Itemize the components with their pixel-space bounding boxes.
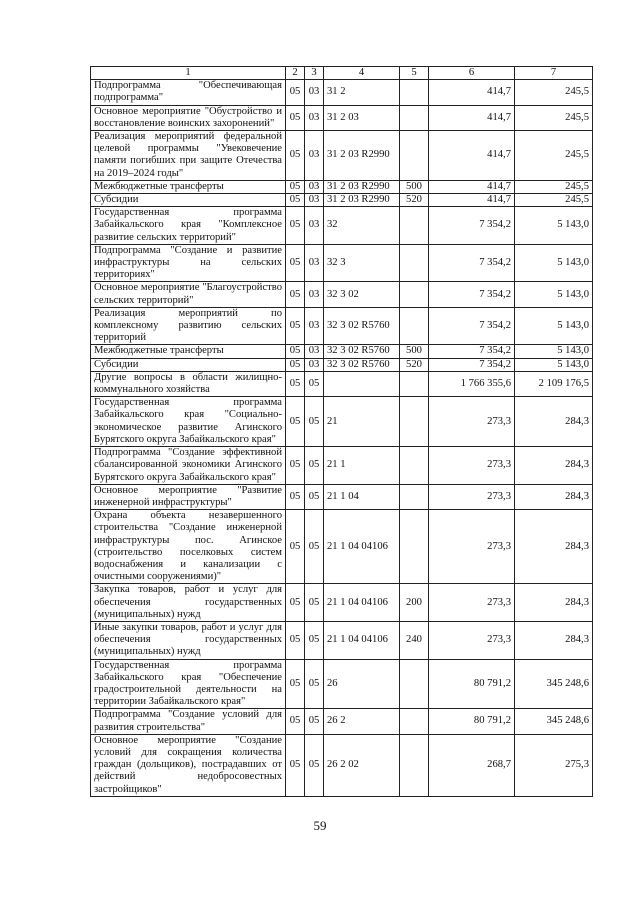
- row-section-cell: 05: [286, 80, 305, 105]
- row-subsection-cell: 03: [305, 105, 324, 130]
- row-target-article-cell: 31 2 03 R2990: [324, 131, 400, 181]
- row-expense-type-cell: [400, 80, 429, 105]
- row-name-cell: Межбюджетные трансферты: [91, 345, 286, 358]
- row-name-cell: Основное мероприятие "Обустройство и восстановление воинских захоронений": [91, 105, 286, 130]
- row-name-cell: Другие вопросы в области жилищно-коммунального хозяйства: [91, 371, 286, 396]
- row-value-year2-cell: 284,3: [515, 584, 593, 622]
- row-value-year2-cell: 5 143,0: [515, 358, 593, 371]
- row-expense-type-cell: [400, 105, 429, 130]
- table-row: [91, 282, 593, 307]
- row-name-cell: Субсидии: [91, 358, 286, 371]
- row-name-cell: Реализация мероприятий по комплексному развитию сельских территорий: [91, 307, 286, 345]
- row-subsection-cell: 05: [305, 510, 324, 584]
- row-name-cell: Реализация мероприятий федеральной целевой программы "Увековечение памяти погибших при защите Отечества на 2019–2024 годы": [91, 131, 286, 181]
- row-subsection-cell: 05: [305, 484, 324, 509]
- row-section-cell: 05: [286, 584, 305, 622]
- row-target-article-cell: 32 3 02 R5760: [324, 345, 400, 358]
- row-expense-type-cell: [400, 734, 429, 796]
- row-target-article-cell: 21 1 04 04106: [324, 621, 400, 659]
- table-row: [91, 207, 593, 245]
- row-value-year1-cell: 273,3: [429, 484, 515, 509]
- row-value-year1-cell: 414,7: [429, 80, 515, 105]
- row-target-article-cell: 32 3 02: [324, 282, 400, 307]
- row-value-year1-cell: 414,7: [429, 180, 515, 193]
- row-subsection-cell: 05: [305, 371, 324, 396]
- row-subsection-cell: 03: [305, 194, 324, 207]
- row-expense-type-cell: [400, 371, 429, 396]
- row-name-cell: Основное мероприятие "Создание условий для сокращения количества граждан (дольщиков), пострадавших от действий недобросовестных застройщиков": [91, 734, 286, 796]
- row-name-cell: Иные закупки товаров, работ и услуг для обеспечения государственных (муниципальных) нужд: [91, 621, 286, 659]
- row-name-cell: Государственная программа Забайкальского края "Социально-экономическое развитие Агинского Бурятского округа Забайкальского края": [91, 397, 286, 447]
- row-section-cell: 05: [286, 180, 305, 193]
- row-value-year1-cell: 273,3: [429, 447, 515, 485]
- row-section-cell: 05: [286, 734, 305, 796]
- row-expense-type-cell: [400, 131, 429, 181]
- row-value-year1-cell: 7 354,2: [429, 244, 515, 282]
- table-row: [91, 80, 593, 105]
- row-section-cell: 05: [286, 510, 305, 584]
- row-subsection-cell: 03: [305, 131, 324, 181]
- row-value-year2-cell: 345 248,6: [515, 709, 593, 734]
- row-value-year2-cell: 5 143,0: [515, 244, 593, 282]
- row-value-year1-cell: 268,7: [429, 734, 515, 796]
- row-target-article-cell: 21 1: [324, 447, 400, 485]
- col-header-5: 5: [400, 67, 429, 80]
- row-subsection-cell: 05: [305, 584, 324, 622]
- row-section-cell: 05: [286, 307, 305, 345]
- row-section-cell: 05: [286, 282, 305, 307]
- row-value-year1-cell: 7 354,2: [429, 207, 515, 245]
- row-value-year1-cell: 7 354,2: [429, 358, 515, 371]
- row-value-year1-cell: 1 766 355,6: [429, 371, 515, 396]
- row-value-year1-cell: 80 791,2: [429, 709, 515, 734]
- table-row: [91, 584, 593, 622]
- row-target-article-cell: [324, 371, 400, 396]
- row-value-year1-cell: 414,7: [429, 131, 515, 181]
- table-row: [91, 709, 593, 734]
- row-value-year1-cell: 7 354,2: [429, 345, 515, 358]
- row-name-cell: Подпрограмма "Создание эффективной сбалансированной экономики Агинского Бурятского округа Забайкальского края": [91, 447, 286, 485]
- table-row: [91, 105, 593, 130]
- row-section-cell: 05: [286, 105, 305, 130]
- row-value-year2-cell: 284,3: [515, 397, 593, 447]
- row-name-cell: Межбюджетные трансферты: [91, 180, 286, 193]
- row-target-article-cell: 32 3 02 R5760: [324, 307, 400, 345]
- row-subsection-cell: 03: [305, 345, 324, 358]
- row-value-year2-cell: 5 143,0: [515, 345, 593, 358]
- row-value-year2-cell: 284,3: [515, 484, 593, 509]
- row-target-article-cell: 21: [324, 397, 400, 447]
- row-target-article-cell: 32 3: [324, 244, 400, 282]
- row-value-year1-cell: 414,7: [429, 105, 515, 130]
- col-header-1: 1: [91, 67, 286, 80]
- row-subsection-cell: 03: [305, 80, 324, 105]
- row-subsection-cell: 03: [305, 307, 324, 345]
- col-header-3: 3: [305, 67, 324, 80]
- row-target-article-cell: 31 2 03 R2990: [324, 180, 400, 193]
- row-expense-type-cell: 200: [400, 584, 429, 622]
- row-value-year1-cell: 414,7: [429, 194, 515, 207]
- row-value-year2-cell: 5 143,0: [515, 307, 593, 345]
- col-header-4: 4: [324, 67, 400, 80]
- table-row: [91, 180, 593, 193]
- row-name-cell: Государственная программа Забайкальского края "Обеспечение градостроительной деятельности на территории Забайкальского края": [91, 659, 286, 709]
- row-name-cell: Подпрограмма "Создание и развитие инфраструктуры на сельских территориях": [91, 244, 286, 282]
- row-section-cell: 05: [286, 447, 305, 485]
- table-row: [91, 194, 593, 207]
- row-expense-type-cell: [400, 282, 429, 307]
- table-row: [91, 510, 593, 584]
- row-value-year2-cell: 5 143,0: [515, 207, 593, 245]
- row-subsection-cell: 03: [305, 180, 324, 193]
- row-target-article-cell: 26 2 02: [324, 734, 400, 796]
- budget-table: [90, 66, 593, 797]
- row-value-year2-cell: 345 248,6: [515, 659, 593, 709]
- row-subsection-cell: 05: [305, 659, 324, 709]
- row-subsection-cell: 05: [305, 397, 324, 447]
- table-row: [91, 621, 593, 659]
- row-expense-type-cell: 500: [400, 345, 429, 358]
- row-expense-type-cell: [400, 244, 429, 282]
- row-target-article-cell: 26 2: [324, 709, 400, 734]
- row-expense-type-cell: 240: [400, 621, 429, 659]
- row-section-cell: 05: [286, 345, 305, 358]
- row-section-cell: 05: [286, 709, 305, 734]
- row-section-cell: 05: [286, 358, 305, 371]
- row-subsection-cell: 03: [305, 282, 324, 307]
- row-value-year2-cell: 284,3: [515, 447, 593, 485]
- row-target-article-cell: 21 1 04 04106: [324, 510, 400, 584]
- row-value-year2-cell: 284,3: [515, 621, 593, 659]
- row-value-year1-cell: 273,3: [429, 397, 515, 447]
- row-name-cell: Государственная программа Забайкальского края "Комплексное развитие сельских территорий": [91, 207, 286, 245]
- row-expense-type-cell: [400, 484, 429, 509]
- table-row: [91, 447, 593, 485]
- row-section-cell: 05: [286, 484, 305, 509]
- row-value-year1-cell: 273,3: [429, 510, 515, 584]
- table-row: [91, 345, 593, 358]
- table-row: [91, 131, 593, 181]
- row-subsection-cell: 03: [305, 358, 324, 371]
- row-expense-type-cell: 500: [400, 180, 429, 193]
- row-target-article-cell: 21 1 04: [324, 484, 400, 509]
- row-value-year2-cell: 245,5: [515, 131, 593, 181]
- table-row: [91, 397, 593, 447]
- row-expense-type-cell: 520: [400, 358, 429, 371]
- table-row: [91, 307, 593, 345]
- col-header-6: 6: [429, 67, 515, 80]
- row-name-cell: Охрана объекта незавершенного строительства "Создание инженерной инфраструктуры пос. Агинское (строительство поселковых систем водоснабжения и канализации с очистными сооружениями)": [91, 510, 286, 584]
- row-target-article-cell: 32 3 02 R5760: [324, 358, 400, 371]
- row-value-year2-cell: 245,5: [515, 180, 593, 193]
- row-name-cell: Основное мероприятие "Развитие инженерной инфраструктуры": [91, 484, 286, 509]
- row-name-cell: Основное мероприятие "Благоустройство сельских территорий": [91, 282, 286, 307]
- row-subsection-cell: 03: [305, 207, 324, 245]
- row-subsection-cell: 05: [305, 734, 324, 796]
- table-row: [91, 244, 593, 282]
- row-value-year1-cell: 273,3: [429, 584, 515, 622]
- row-value-year2-cell: 275,3: [515, 734, 593, 796]
- row-expense-type-cell: 520: [400, 194, 429, 207]
- page-number: 59: [313, 818, 327, 833]
- table-row: [91, 734, 593, 796]
- row-expense-type-cell: [400, 510, 429, 584]
- row-target-article-cell: 31 2 03: [324, 105, 400, 130]
- col-header-2: 2: [286, 67, 305, 80]
- table-row: [91, 371, 593, 396]
- row-value-year1-cell: 7 354,2: [429, 282, 515, 307]
- row-target-article-cell: 32: [324, 207, 400, 245]
- row-value-year2-cell: 5 143,0: [515, 282, 593, 307]
- row-name-cell: Субсидии: [91, 194, 286, 207]
- row-section-cell: 05: [286, 621, 305, 659]
- row-section-cell: 05: [286, 397, 305, 447]
- row-value-year2-cell: 2 109 176,5: [515, 371, 593, 396]
- row-subsection-cell: 05: [305, 621, 324, 659]
- row-expense-type-cell: [400, 709, 429, 734]
- table-row: [91, 484, 593, 509]
- row-value-year2-cell: 284,3: [515, 510, 593, 584]
- row-value-year1-cell: 80 791,2: [429, 659, 515, 709]
- row-expense-type-cell: [400, 397, 429, 447]
- row-expense-type-cell: [400, 659, 429, 709]
- table-body: [91, 80, 593, 797]
- row-value-year2-cell: 245,5: [515, 105, 593, 130]
- row-section-cell: 05: [286, 659, 305, 709]
- row-target-article-cell: 26: [324, 659, 400, 709]
- row-subsection-cell: 05: [305, 709, 324, 734]
- row-name-cell: Подпрограмма "Обеспечивающая подпрограмма": [91, 80, 286, 105]
- row-subsection-cell: 05: [305, 447, 324, 485]
- col-header-7: 7: [515, 67, 593, 80]
- row-expense-type-cell: [400, 447, 429, 485]
- header-row: [91, 67, 593, 80]
- row-subsection-cell: 03: [305, 244, 324, 282]
- row-section-cell: 05: [286, 207, 305, 245]
- row-expense-type-cell: [400, 307, 429, 345]
- row-section-cell: 05: [286, 244, 305, 282]
- row-section-cell: 05: [286, 371, 305, 396]
- row-section-cell: 05: [286, 131, 305, 181]
- row-value-year2-cell: 245,5: [515, 80, 593, 105]
- row-value-year1-cell: 273,3: [429, 621, 515, 659]
- row-value-year1-cell: 7 354,2: [429, 307, 515, 345]
- row-section-cell: 05: [286, 194, 305, 207]
- row-name-cell: Подпрограмма "Создание условий для развития строительства": [91, 709, 286, 734]
- row-target-article-cell: 21 1 04 04106: [324, 584, 400, 622]
- row-name-cell: Закупка товаров, работ и услуг для обеспечения государственных (муниципальных) нужд: [91, 584, 286, 622]
- row-target-article-cell: 31 2 03 R2990: [324, 194, 400, 207]
- table-row: [91, 659, 593, 709]
- row-value-year2-cell: 245,5: [515, 194, 593, 207]
- table-row: [91, 358, 593, 371]
- row-expense-type-cell: [400, 207, 429, 245]
- row-target-article-cell: 31 2: [324, 80, 400, 105]
